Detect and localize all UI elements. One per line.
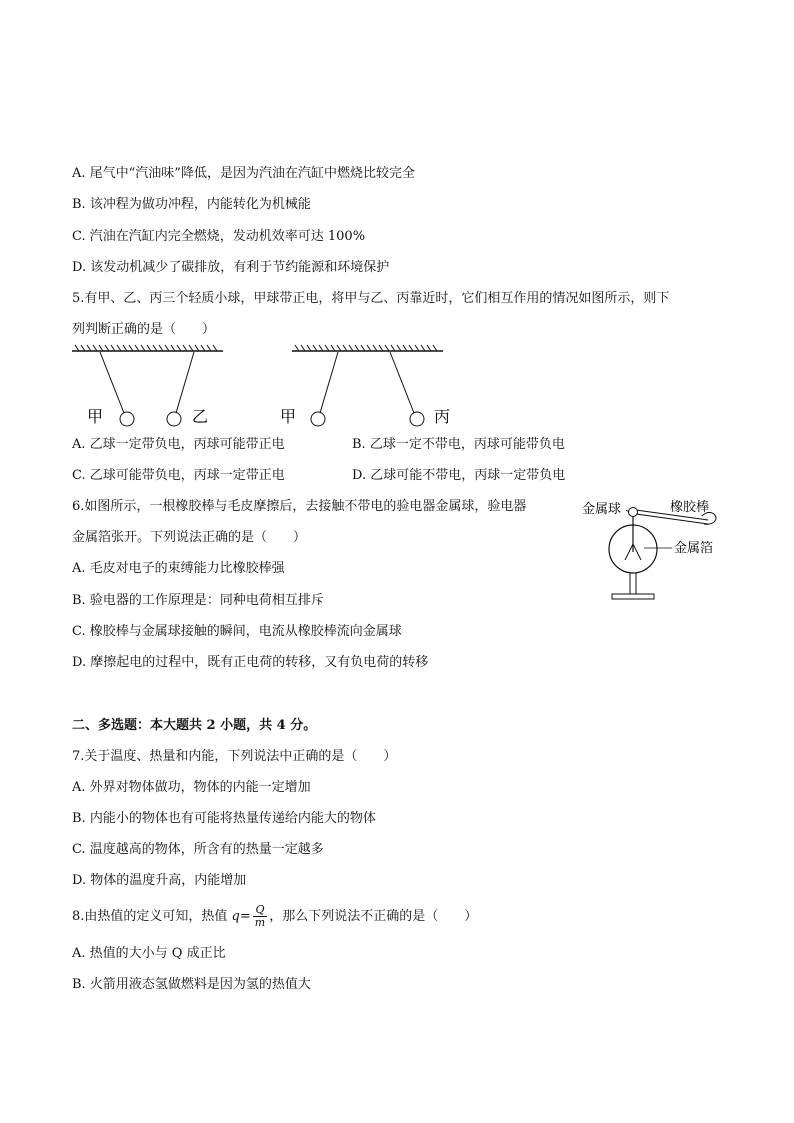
ceiling-right <box>292 345 443 351</box>
label-yi: 乙 <box>192 407 209 426</box>
q6-option-d: D. 摩擦起电的过程中，既有正电荷的转移，又有负电荷的转移 <box>72 655 429 670</box>
q5-option-b: B. 乙球一定不带电，丙球可能带负电 <box>352 437 565 452</box>
q8-frac-den: m <box>254 916 266 929</box>
q8-q-symbol: q <box>231 909 240 924</box>
q5-option-d: D. 乙球可能不带电，丙球一定带负电 <box>352 468 566 483</box>
foil-left <box>625 544 633 560</box>
ceiling-left <box>72 345 223 351</box>
q4-option-b: B. 该冲程为做功冲程，内能转化为机械能 <box>72 197 311 212</box>
electroscope-figure <box>578 494 728 606</box>
q4-option-d: D. 该发动机减少了碳排放，有利于节约能源和环境保护 <box>72 260 390 275</box>
string-jia-right <box>320 352 338 413</box>
q5-option-a: A. 乙球一定带负电，丙球可能带正电 <box>72 437 285 452</box>
q6-option-a: A. 毛皮对电子的束缚能力比橡胶棒强 <box>72 561 285 576</box>
q8-stem-pre: 8.由热值的定义可知，热值 <box>72 909 232 924</box>
q8-option-a: A. 热值的大小与 Q 成正比 <box>72 946 226 961</box>
q8-equals: = <box>239 909 251 924</box>
label-bing: 丙 <box>434 407 451 426</box>
label-metal-ball: 金属球 <box>582 502 622 517</box>
ball-bing <box>410 412 424 426</box>
q7-option-d: D. 物体的温度升高，内能增加 <box>72 873 247 888</box>
q6-stem-line1: 6.如图所示，一根橡胶棒与毛皮摩擦后，去接触不带电的验电器金属球，验电器 <box>72 499 527 514</box>
q7-option-b: B. 内能小的物体也有可能将热量传递给内能大的物体 <box>72 811 376 826</box>
q6-option-b: B. 验电器的工作原理是：同种电荷相互排斥 <box>72 593 324 608</box>
q5-stem-line1: 5.有甲、乙、丙三个轻质小球，甲球带正电，将甲与乙、丙靠近时，它们相互作用的情况如图所示，则下 <box>72 291 670 306</box>
label-jia-left: 甲 <box>87 407 104 426</box>
ball-jia-right <box>311 412 325 426</box>
q8-stem-post: ，那么下列说法不正确的是（ ） <box>269 909 478 924</box>
q7-stem: 7.关于温度、热量和内能，下列说法中正确的是（ ） <box>72 749 397 764</box>
q7-option-c: C. 温度越高的物体，所含有的热量一定越多 <box>72 842 324 857</box>
ball-jia-left <box>120 412 134 426</box>
label-jia-right: 甲 <box>280 407 297 426</box>
q8-frac-num: Q <box>253 904 267 917</box>
q8-fraction <box>253 904 267 929</box>
q8-option-b: B. 火箭用液态氢做燃料是因为氢的热值大 <box>72 977 311 992</box>
q4-option-a: A. 尾气中“汽油味”降低，是因为汽油在汽缸中燃烧比较完全 <box>72 166 415 181</box>
label-rubber-rod: 橡胶棒 <box>670 500 710 515</box>
q8-stem <box>72 904 477 929</box>
q7-option-a: A. 外界对物体做功，物体的内能一定增加 <box>72 780 311 795</box>
ball-yi <box>167 412 181 426</box>
q6-option-c: C. 橡胶棒与金属球接触的瞬间，电流从橡胶棒流向金属球 <box>72 624 402 639</box>
foil-right <box>633 544 641 560</box>
metal-ball <box>629 508 638 517</box>
q5-figure <box>70 343 470 428</box>
string-yi <box>176 352 194 413</box>
q5-stem-line2: 列判断正确的是（ ） <box>72 322 216 337</box>
label-metal-foil: 金属箔 <box>674 541 714 556</box>
string-jia-left <box>100 352 124 413</box>
q4-option-c: C. 汽油在汽缸内完全燃烧，发动机效率可达 100% <box>72 229 366 244</box>
section-title-multiple-choice: 二、多选题：本大题共 2 小题，共 4 分。 <box>72 718 317 733</box>
q5-option-c: C. 乙球可能带负电，丙球一定带正电 <box>72 468 285 483</box>
string-bing <box>390 352 414 413</box>
stand <box>612 573 654 599</box>
q6-stem-line2: 金属箔张开。下列说法正确的是（ ） <box>72 530 307 545</box>
